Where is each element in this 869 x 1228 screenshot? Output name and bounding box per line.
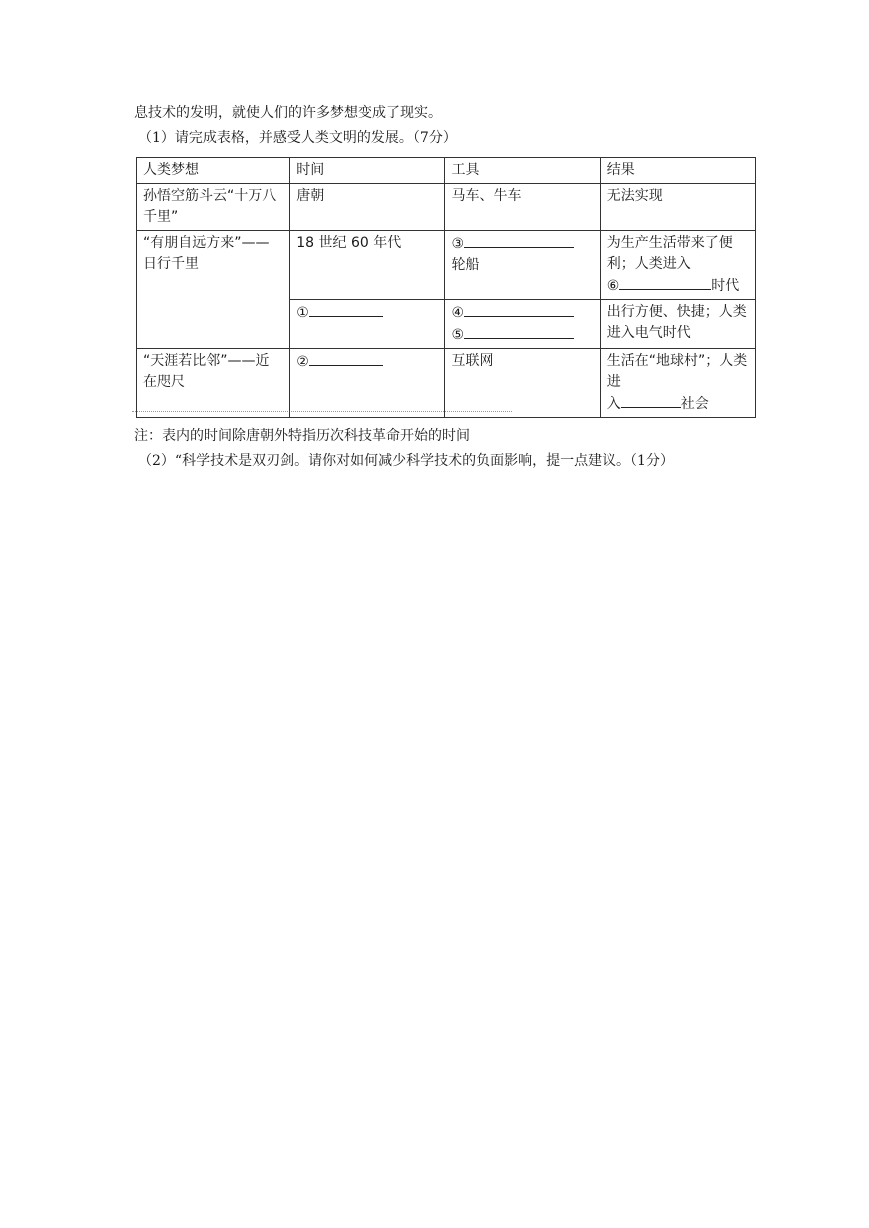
blank-4[interactable] xyxy=(464,302,574,317)
blank-marker-5: ⑤ xyxy=(451,327,465,343)
row3-tool xyxy=(445,300,600,349)
blank-6[interactable] xyxy=(619,275,711,290)
row2-result xyxy=(600,231,755,300)
blank-marker-2: ② xyxy=(296,354,309,370)
row2-result-suffix: 时代 xyxy=(711,278,740,294)
table-header-row xyxy=(137,158,756,184)
row3-time xyxy=(290,300,445,349)
blank-5[interactable] xyxy=(464,324,574,339)
row2-result-text: 为生产生活带来了便利；人类进入 xyxy=(606,235,733,272)
table-row xyxy=(137,184,756,231)
table-note: 注：表内的时间除唐朝外特指历次科技革命开始的时间 xyxy=(134,428,470,444)
table-row xyxy=(137,349,756,418)
blank-marker-4: ④ xyxy=(451,305,465,321)
row3-result: 出行方便、快捷；人类进入电气时代 xyxy=(600,300,755,349)
row2-tool-extra: 轮船 xyxy=(451,257,480,273)
question-2: （2）“科学技术是双刃剑。请你对如何减少科学技术的负面影响，提一点建议。（1分） xyxy=(138,453,674,469)
row4-result-prefix: 入 xyxy=(606,396,621,412)
scan-artifact-line xyxy=(132,411,512,416)
row4-result-suffix: 社会 xyxy=(680,396,709,412)
row4-tool: 互联网 xyxy=(445,349,600,418)
row1-tool: 马车、牛车 xyxy=(445,184,600,231)
row2-time: 18 世纪 60 年代 xyxy=(290,231,445,300)
header-time: 时间 xyxy=(290,158,445,184)
blank-2[interactable] xyxy=(309,351,383,366)
row1-result: 无法实现 xyxy=(600,184,755,231)
blank-marker-3: ③ xyxy=(451,236,465,252)
blank-7[interactable] xyxy=(621,393,681,408)
row4-result-text: 生活在“地球村”；人类进 xyxy=(606,353,748,390)
header-dream: 人类梦想 xyxy=(137,158,290,184)
blank-marker-6: ⑥ xyxy=(606,278,620,294)
row4-time xyxy=(290,349,445,418)
row2-tool xyxy=(445,231,600,300)
blank-3[interactable] xyxy=(464,233,574,248)
header-result: 结果 xyxy=(600,158,755,184)
row4-dream: “天涯若比邻”——近在咫尺 xyxy=(137,349,290,418)
row4-result xyxy=(600,349,755,418)
blank-marker-1: ① xyxy=(296,305,309,321)
row1-dream: 孙悟空筋斗云“十万八千里” xyxy=(137,184,290,231)
intro-text: 息技术的发明，就使人们的许多梦想变成了现实。 xyxy=(134,105,442,121)
table-row xyxy=(137,231,756,300)
question-table xyxy=(136,157,756,418)
blank-1[interactable] xyxy=(309,302,383,317)
question-1: （1）请完成表格，并感受人类文明的发展。（7分） xyxy=(138,130,457,146)
row1-time: 唐朝 xyxy=(290,184,445,231)
row2-dream: “有朋自远方来”——日行千里 xyxy=(137,231,290,349)
header-tool: 工具 xyxy=(445,158,600,184)
